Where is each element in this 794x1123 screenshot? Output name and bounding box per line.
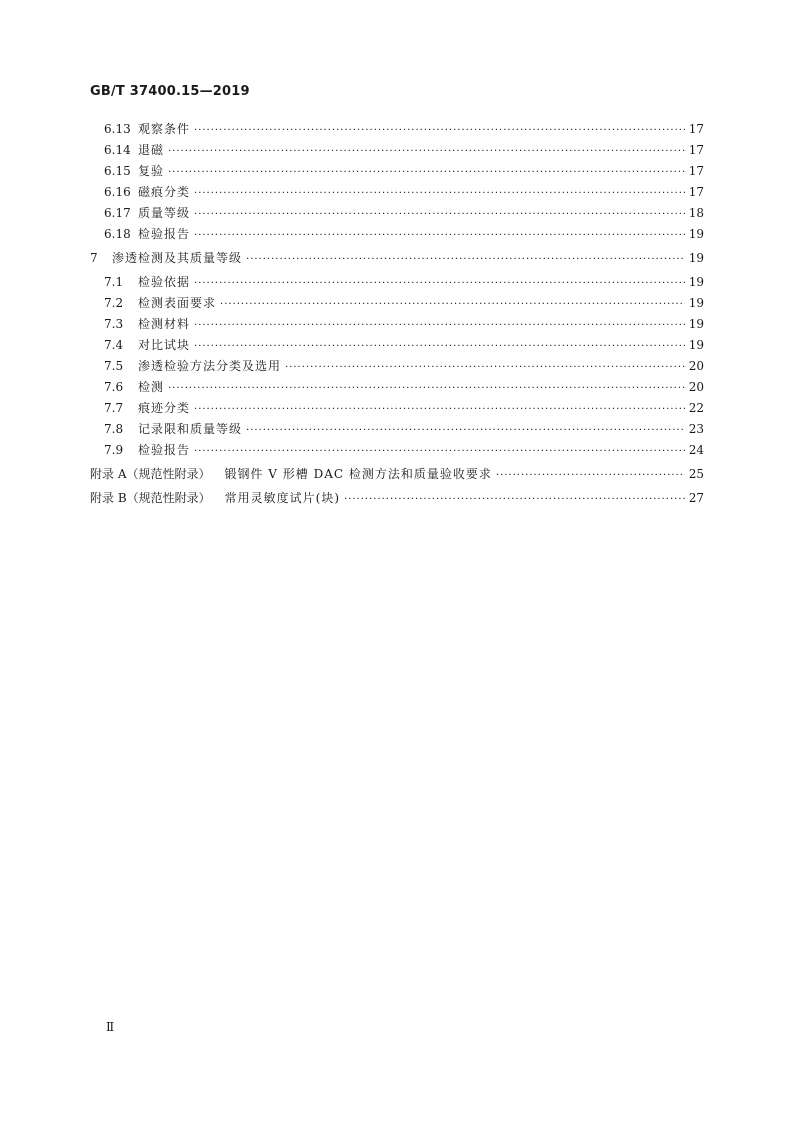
toc-entry-6-18[interactable] — [104, 224, 704, 244]
toc-entry-number: 6.15 — [104, 164, 131, 178]
toc-entry-6-13[interactable] — [104, 119, 704, 139]
toc-entry-title: 痕迹分类 — [138, 401, 191, 415]
toc-entry-page: 24 — [688, 443, 704, 457]
toc-dot-leader — [246, 250, 685, 270]
toc-entry-title: 渗透检验方法分类及选用 — [138, 359, 282, 373]
toc-entry-number: 6.14 — [104, 143, 131, 157]
toc-entry-page: 20 — [688, 380, 704, 394]
toc-entry-appendix-a[interactable] — [90, 464, 704, 484]
toc-entry-6-14[interactable] — [104, 140, 704, 160]
toc-entry-number: 7.5 — [104, 359, 124, 373]
toc-entry-page: 17 — [688, 164, 704, 178]
toc-entry-7-1[interactable] — [104, 272, 704, 292]
toc-entry-number: 7.2 — [104, 296, 124, 310]
toc-entry-page: 19 — [688, 227, 704, 241]
page-number-footer: Ⅱ — [106, 1020, 115, 1034]
toc-dot-leader — [194, 316, 685, 336]
toc-entry-6-16[interactable] — [104, 182, 704, 202]
toc-dot-leader — [194, 442, 685, 462]
toc-entry-title: 退磁 — [138, 143, 165, 157]
toc-entry-page: 17 — [688, 143, 704, 157]
toc-dot-leader — [344, 490, 685, 510]
toc-entry-number: 6.17 — [104, 206, 131, 220]
toc-entry-page: 17 — [688, 185, 704, 199]
standard-number-header: GB/T 37400.15—2019 — [90, 84, 250, 99]
toc-dot-leader — [496, 466, 685, 486]
toc-entry-title: 锻钢件 V 形槽 DAC 检测方法和质量验收要求 — [224, 467, 492, 481]
toc-entry-number: 7.1 — [104, 275, 124, 289]
toc-entry-title: 磁痕分类 — [138, 185, 191, 199]
toc-entry-number: 7.4 — [104, 338, 124, 352]
toc-entry-title: 检测 — [138, 380, 165, 394]
toc-dot-leader — [194, 337, 685, 357]
toc-entry-page: 19 — [688, 251, 704, 265]
toc-entry-title: 常用灵敏度试片(块) — [224, 491, 341, 505]
toc-entry-number: 6.18 — [104, 227, 131, 241]
toc-entry-page: 19 — [688, 338, 704, 352]
toc-entry-page: 17 — [688, 122, 704, 136]
toc-entry-title: 复验 — [138, 164, 165, 178]
toc-entry-title: 渗透检测及其质量等级 — [112, 251, 243, 265]
toc-dot-leader — [220, 295, 685, 315]
toc-entry-page: 23 — [688, 422, 704, 436]
toc-entry-6-15[interactable] — [104, 161, 704, 181]
toc-entry-title: 观察条件 — [138, 122, 191, 136]
toc-entry-page: 25 — [688, 467, 704, 481]
toc-entry-page: 19 — [688, 296, 704, 310]
toc-entry-number: 附录 A（规范性附录） — [90, 467, 211, 481]
toc-entry-number: 6.13 — [104, 122, 131, 136]
toc-entry-number: 7.9 — [104, 443, 124, 457]
toc-dot-leader — [246, 421, 685, 441]
toc-entry-title: 检测材料 — [138, 317, 191, 331]
toc-entry-7[interactable] — [90, 248, 704, 268]
toc-entry-title: 检测表面要求 — [138, 296, 217, 310]
toc-dot-leader — [168, 163, 685, 183]
toc-entry-7-5[interactable] — [104, 356, 704, 376]
toc-entry-title: 检验报告 — [138, 443, 191, 457]
toc-entry-number: 7.8 — [104, 422, 124, 436]
toc-entry-page: 27 — [688, 491, 704, 505]
toc-entry-7-2[interactable] — [104, 293, 704, 313]
toc-entry-7-8[interactable] — [104, 419, 704, 439]
toc-entry-number: 7.3 — [104, 317, 124, 331]
toc-entry-number: 7.7 — [104, 401, 124, 415]
toc-entry-7-4[interactable] — [104, 335, 704, 355]
toc-entry-6-17[interactable] — [104, 203, 704, 223]
toc-entry-number: 7 — [90, 251, 98, 265]
toc-entry-7-9[interactable] — [104, 440, 704, 460]
toc-entry-7-3[interactable] — [104, 314, 704, 334]
toc-entry-title: 质量等级 — [138, 206, 191, 220]
toc-dot-leader — [285, 358, 685, 378]
toc-entry-page: 22 — [688, 401, 704, 415]
toc-entry-title: 检验依据 — [138, 275, 191, 289]
toc-entry-number: 6.16 — [104, 185, 131, 199]
toc-dot-leader — [194, 274, 685, 294]
toc-entry-appendix-b[interactable] — [90, 488, 704, 508]
toc-dot-leader — [194, 205, 685, 225]
toc-entry-page: 19 — [688, 275, 704, 289]
toc-entry-number: 附录 B（规范性附录） — [90, 491, 211, 505]
toc-entry-page: 18 — [688, 206, 704, 220]
toc-entry-7-6[interactable] — [104, 377, 704, 397]
toc-entry-page: 20 — [688, 359, 704, 373]
toc-dot-leader — [194, 400, 685, 420]
toc-entry-number: 7.6 — [104, 380, 124, 394]
toc-entry-title: 对比试块 — [138, 338, 191, 352]
toc-dot-leader — [194, 121, 685, 141]
toc-dot-leader — [168, 379, 685, 399]
toc-entry-7-7[interactable] — [104, 398, 704, 418]
toc-dot-leader — [194, 226, 685, 246]
toc-entry-title: 检验报告 — [138, 227, 191, 241]
toc-dot-leader — [168, 142, 685, 162]
toc-entry-title: 记录限和质量等级 — [138, 422, 243, 436]
toc-dot-leader — [194, 184, 685, 204]
toc-entry-page: 19 — [688, 317, 704, 331]
